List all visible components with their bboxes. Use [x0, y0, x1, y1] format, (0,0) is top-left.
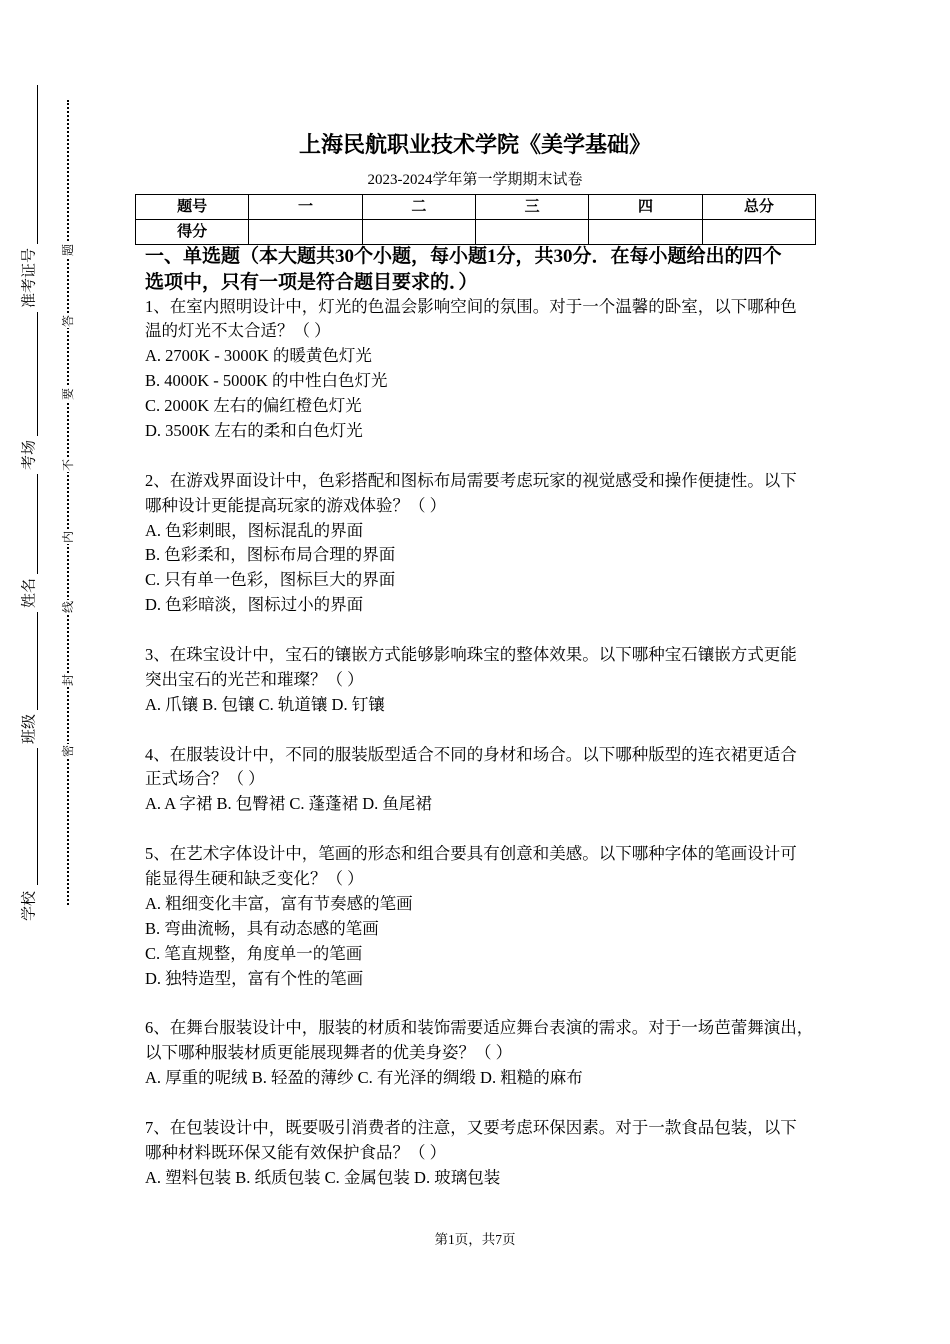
question-5-option-d: D. 独特造型，富有个性的笔画 [145, 968, 364, 988]
exam-id-label: 准考证号 [22, 244, 39, 312]
question-3-stem-line: 3、在珠宝设计中，宝石的镶嵌方式能够影响珠宝的整体效果。以下哪种宝石镶嵌方式更能 [145, 644, 797, 664]
score-cell [589, 220, 702, 245]
question-1 [145, 295, 813, 444]
name-label: 姓名 [22, 574, 39, 612]
question-6-stem-line: 6、在舞台服装设计中，服装的材质和装饰需要适应舞台表演的需求。对于一场芭蕾舞演出， [145, 1018, 814, 1038]
seal-char: 不 [58, 458, 78, 472]
score-table-header-cell: 总分 [702, 195, 815, 220]
binding-underline [37, 85, 38, 885]
question-6-stem-line: 以下哪种服装材质更能展现舞者的优美身姿？（ ） [145, 1043, 513, 1063]
score-cell [702, 220, 815, 245]
question-6-options: A. 厚重的呢绒 B. 轻盈的薄纱 C. 有光泽的绸缎 D. 粗糙的麻布 [145, 1068, 583, 1088]
exam-room-label: 考场 [22, 436, 39, 474]
score-table-header-cell: 一 [249, 195, 362, 220]
question-5-stem-line: 5、在艺术字体设计中，笔画的形态和组合要具有创意和美感。以下哪种字体的笔画设计可 [145, 844, 797, 864]
question-1-stem-line: 1、在室内照明设计中，灯光的色温会影响空间的氛围。对于一个温馨的卧室，以下哪种色 [145, 296, 797, 316]
score-table-header-cell: 题号 [136, 195, 249, 220]
question-2-stem-line: 哪种设计更能提高玩家的游戏体验？（ ） [145, 495, 447, 515]
question-1-option-a: A. 2700K - 3000K 的暖黄色灯光 [145, 346, 372, 366]
score-table-header-cell: 三 [475, 195, 588, 220]
question-4-options: A. A 字裙 B. 包臀裙 C. 蓬蓬裙 D. 鱼尾裙 [145, 794, 432, 814]
question-list [145, 295, 813, 1191]
question-5 [145, 842, 813, 991]
question-5-option-a: A. 粗细变化丰富，富有节奏感的笔画 [145, 893, 413, 913]
seal-char: 线 [58, 600, 78, 614]
seal-char: 密 [58, 744, 78, 758]
question-2-option-d: D. 色彩暗淡，图标过小的界面 [145, 595, 364, 615]
section-heading-line: 一、单选题（本大题共30个小题，每小题1分，共30分．在每小题给出的四个 [145, 246, 782, 267]
question-2-option-c: C. 只有单一色彩，图标巨大的界面 [145, 570, 396, 590]
exam-subtitle: 2023-2024学年第一学期期末试卷 [367, 172, 583, 188]
question-5-option-c: C. 笔直规整，角度单一的笔画 [145, 943, 363, 963]
question-7-options: A. 塑料包装 B. 纸质包装 C. 金属包装 D. 玻璃包装 [145, 1167, 501, 1187]
question-7 [145, 1116, 813, 1191]
seal-char: 内 [58, 530, 78, 544]
score-cell [475, 220, 588, 245]
page-number: 第1页，共7页 [434, 1232, 516, 1247]
question-2-option-a: A. 色彩刺眼，图标混乱的界面 [145, 520, 364, 540]
seal-char: 题 [58, 243, 78, 257]
question-2 [145, 469, 813, 618]
question-1-option-c: C. 2000K 左右的偏红橙色灯光 [145, 396, 362, 416]
question-2-stem-line: 2、在游戏界面设计中，色彩搭配和图标布局需要考虑玩家的视觉感受和操作便捷性。以下 [145, 470, 797, 490]
question-4-stem-line: 4、在服装设计中，不同的服装版型适合不同的身材和场合。以下哪种版型的连衣裙更适合 [145, 744, 797, 764]
question-3-options: A. 爪镶 B. 包镶 C. 轨道镶 D. 钉镶 [145, 694, 385, 714]
question-2-option-b: B. 色彩柔和，图标布局合理的界面 [145, 545, 396, 565]
seal-char: 答 [58, 314, 78, 328]
question-7-stem-line: 哪种材料既环保又能有效保护食品？（ ） [145, 1142, 447, 1162]
class-label: 班级 [22, 710, 39, 748]
score-row-label: 得分 [136, 220, 249, 245]
seal-dotted-line [67, 100, 69, 905]
question-1-stem-line: 温的灯光不太合适？（ ） [145, 321, 331, 341]
question-4-stem-line: 正式场合？（ ） [145, 769, 265, 789]
score-table-header-row [136, 195, 816, 220]
score-table-header-cell: 二 [362, 195, 475, 220]
seal-char: 要 [58, 387, 78, 401]
score-cell [249, 220, 362, 245]
question-6 [145, 1016, 813, 1091]
score-table-score-row [136, 220, 816, 245]
exam-title: 上海民航职业技术学院《美学基础》 [298, 132, 651, 157]
score-table-header-cell: 四 [589, 195, 702, 220]
school-label: 学校 [22, 887, 39, 925]
question-3 [145, 643, 813, 718]
question-4 [145, 743, 813, 818]
score-cell [362, 220, 475, 245]
question-5-stem-line: 能显得生硬和缺乏变化？（ ） [145, 868, 364, 888]
question-3-stem-line: 突出宝石的光芒和璀璨？（ ） [145, 669, 364, 689]
seal-char: 封 [58, 673, 78, 687]
section-heading [145, 244, 782, 296]
question-5-option-b: B. 弯曲流畅，具有动态感的笔画 [145, 918, 379, 938]
question-7-stem-line: 7、在包装设计中，既要吸引消费者的注意，又要考虑环保因素。对于一款食品包装，以下 [145, 1117, 797, 1137]
question-1-option-b: B. 4000K - 5000K 的中性白色灯光 [145, 371, 388, 391]
question-1-option-d: D. 3500K 左右的柔和白色灯光 [145, 420, 363, 440]
section-heading-line: 选项中，只有一项是符合题目要求的．） [145, 272, 478, 293]
score-table [135, 194, 816, 245]
